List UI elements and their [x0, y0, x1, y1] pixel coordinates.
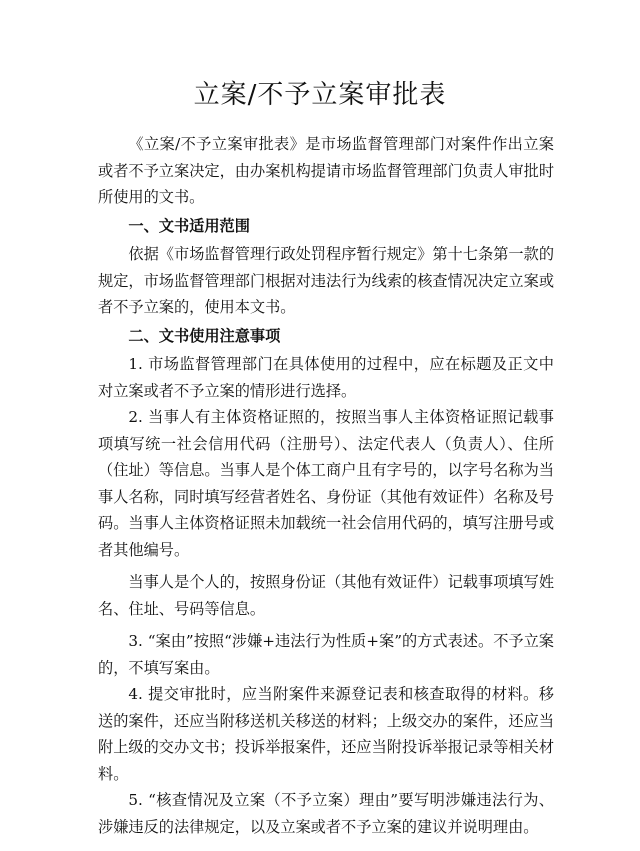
- note-item-1: 1. 市场监督管理部门在具体使用的过程中，应在标题及正文中对立案或者不予立案的情形进行选择。: [98, 355, 554, 400]
- note-item-2-individual: 当事人是个人的，按照身份证（其他有效证件）记载事项填写姓名、住址、号码等信息。: [98, 573, 554, 618]
- document-body: [98, 131, 554, 840]
- section1-heading: 一、文书适用范围: [128, 216, 250, 235]
- document-title: 立案/不予立案审批表: [193, 80, 447, 110]
- intro-paragraph: 《立案/不予立案审批表》是市场监督管理部门对案件作出立案或者不予立案决定，由办案机构提请市场监督管理部门负责人审批时所使用的文书。: [98, 135, 554, 206]
- note-item-3: 3. “案由”按照“涉嫌+违法行为性质+案”的方式表述。不予立案的，不填写案由。: [98, 632, 554, 677]
- section1-paragraph: 依据《市场监督管理行政处罚程序暂行规定》第十七条第一款的规定，市场监督管理部门根据对违法行为线索的核查情况决定立案或者不予立案的，使用本文书。: [98, 245, 554, 316]
- note-item-2: 2. 当事人有主体资格证照的，按照当事人主体资格证照记载事项填写统一社会信用代码（注册号）、法定代表人（负责人）、住所（住址）等信息。当事人是个体工商户且有字号的，以字号名称为当事人名称，同时填写经营者姓名、身份证（其他有效证件）名称及号码。当事人主体资格证照未加载统一社会信用代码的，填写注册号或者其他编号。: [98, 408, 554, 559]
- note-item-4: 4. 提交审批时，应当附案件来源登记表和核查取得的材料。移送的案件，还应当附移送机关移送的材料；上级交办的案件，还应当附上级的交办文书；投诉举报案件，还应当附投诉举报记录等相关材料。: [98, 685, 554, 783]
- note-item-5: 5. “核查情况及立案（不予立案）理由”要写明涉嫌违法行为、涉嫌违反的法律规定，以及立案或者不予立案的建议并说明理由。: [98, 791, 554, 836]
- section2-heading: 二、文书使用注意事项: [128, 326, 281, 345]
